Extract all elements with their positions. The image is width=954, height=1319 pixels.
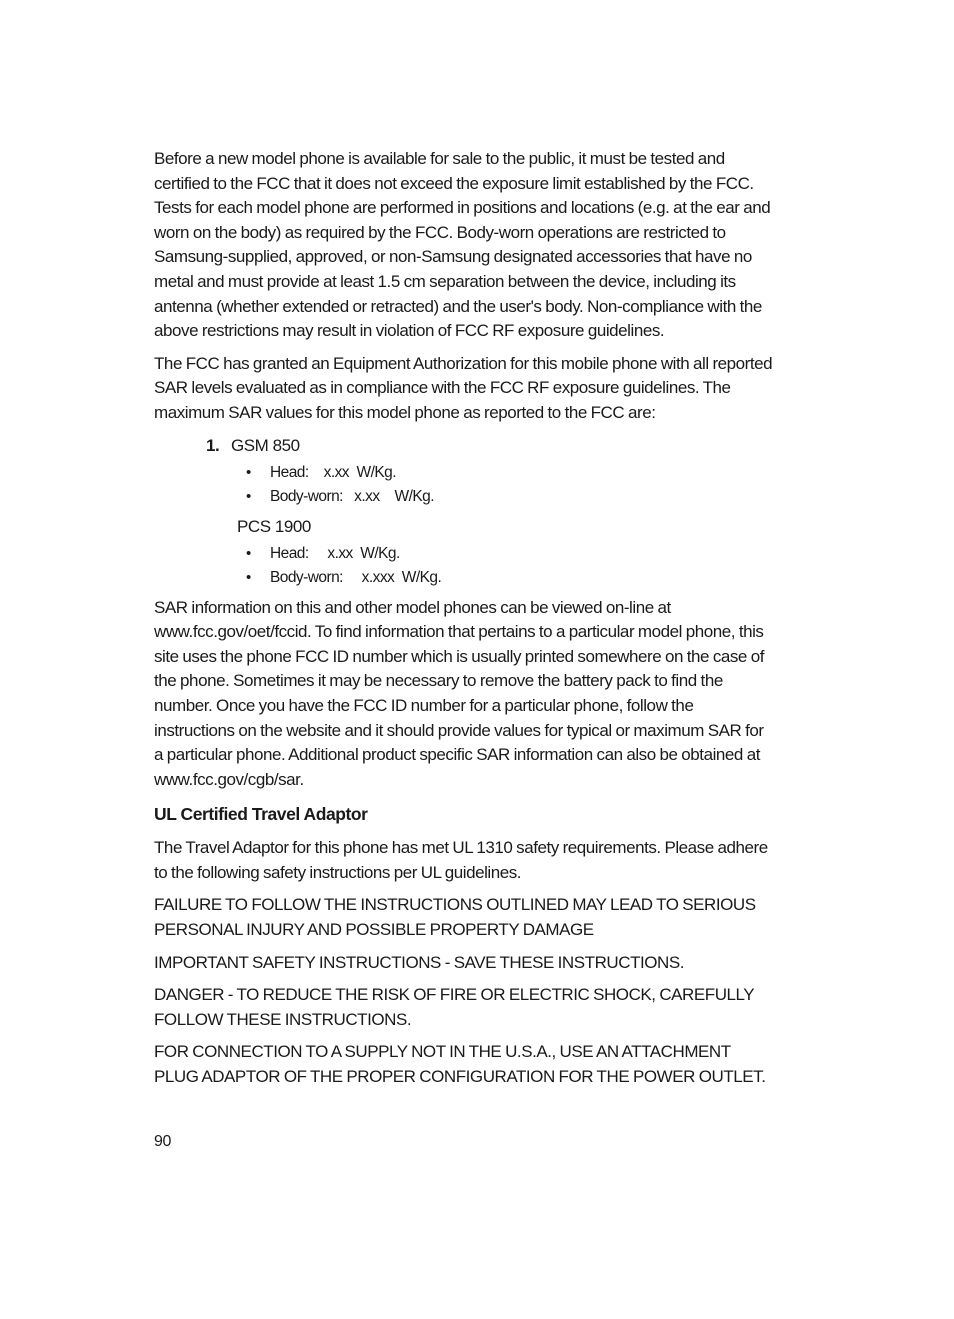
paragraph-ul-requirements: The Travel Adaptor for this phone has met UL 1310 safety requirements. Please adhere to the following safety instructions per UL guidelines. xyxy=(154,838,768,882)
list-number: 1. xyxy=(206,435,220,455)
list-item xyxy=(246,485,774,509)
bullet-icon: • xyxy=(246,487,251,505)
page-body xyxy=(154,147,774,1098)
paragraph-connection-warning: FOR CONNECTION TO A SUPPLY NOT IN THE U.S.A., USE AN ATTACHMENT PLUG ADAPTOR OF THE PROPER CONFIGURATION FOR THE POWER OUTLET. xyxy=(154,1042,766,1087)
pcs1900-bullet-list xyxy=(246,542,774,590)
gsm850-bullet-list xyxy=(246,461,774,509)
bullet-text: Body-worn: x.xxx W/Kg. xyxy=(270,568,442,586)
list-item-label: GSM 850 xyxy=(231,435,300,455)
sar-list-item-pcs1900: PCS 1900 xyxy=(237,516,311,536)
list-item xyxy=(246,542,774,566)
paragraph-important-instructions: IMPORTANT SAFETY INSTRUCTIONS - SAVE THESE INSTRUCTIONS. xyxy=(154,952,685,972)
bullet-text: Head: x.xx W/Kg. xyxy=(270,544,400,562)
sar-list-item-gsm850 xyxy=(206,434,774,458)
bullet-icon: • xyxy=(246,568,251,586)
bullet-icon: • xyxy=(246,544,251,562)
paragraph-fcc-testing: Before a new model phone is available for sale to the public, it must be tested and certified to the FCC that it does not exceed the exposure limit established by the FCC. Tests for each model phone are performed in positions and locations (e.g. at the ear and worn on the body) as required by the FCC. Body-worn operations are restricted to Samsung-supplied, approved, or non-Samsung designated accessories that have no metal and must provide at least 1.5 cm separation between the device, including its antenna (whether extended or retracted) and the user's body. Non-compliance with the above restrictions may result in violation of FCC RF exposure guidelines. xyxy=(154,149,771,341)
bullet-icon: • xyxy=(246,463,251,481)
bullet-text: Head: x.xx W/Kg. xyxy=(270,463,396,481)
page-number: 90 xyxy=(154,1133,171,1150)
list-item xyxy=(246,461,774,485)
list-item xyxy=(246,566,774,590)
section-heading-ul-adaptor: UL Certified Travel Adaptor xyxy=(154,804,368,825)
paragraph-failure-warning: FAILURE TO FOLLOW THE INSTRUCTIONS OUTLINED MAY LEAD TO SERIOUS PERSONAL INJURY AND POSSIBLE PROPERTY DAMAGE xyxy=(154,895,756,940)
paragraph-danger-warning: DANGER - TO REDUCE THE RISK OF FIRE OR ELECTRIC SHOCK, CAREFULLY FOLLOW THESE INSTRUCTIONS. xyxy=(154,985,754,1029)
paragraph-sar-information: SAR information on this and other model phones can be viewed on-line at www.fcc.gov/oet/fccid. To find information that pertains to a particular model phone, this site uses the phone FCC ID number which is usually printed somewhere on the case of the phone. Sometimes it may be necessary to remove the battery pack to find the number. Once you have the FCC ID number for a particular phone, follow the instructions on the website and it should provide values for typical or maximum SAR for a particular phone. Additional product specific SAR information can also be obtained at www.fcc.gov/cgb/sar. xyxy=(154,597,764,789)
paragraph-equipment-authorization: The FCC has granted an Equipment Authorization for this mobile phone with all reported SAR levels evaluated as in compliance with the FCC RF exposure guidelines. The maximum SAR values for this model phone as reported to the FCC are: xyxy=(154,353,773,422)
bullet-text: Body-worn: x.xx W/Kg. xyxy=(270,487,434,505)
